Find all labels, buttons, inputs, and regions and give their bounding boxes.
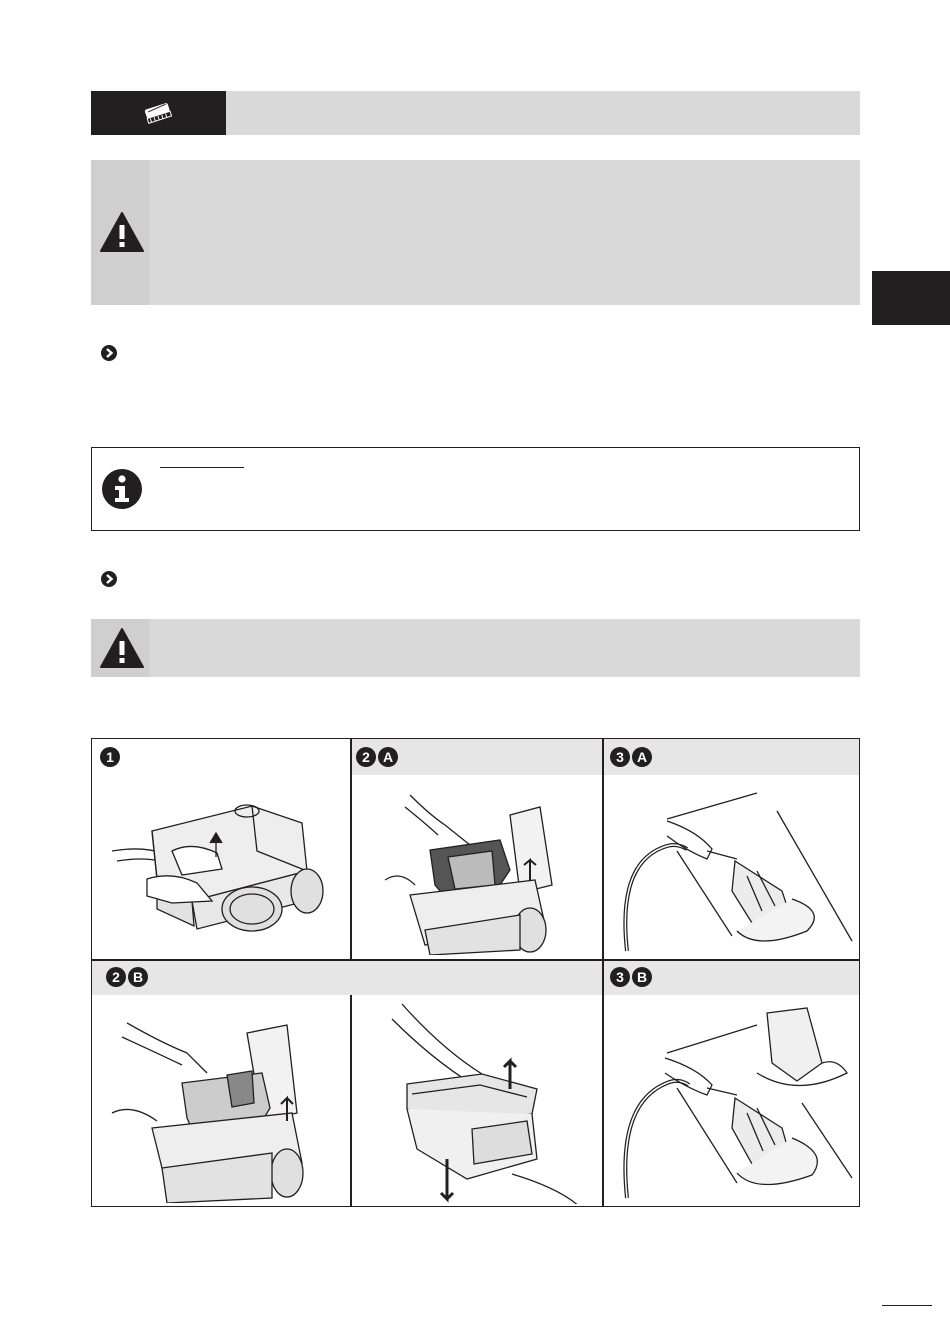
cell-header	[92, 739, 350, 775]
grid-divider	[92, 959, 859, 961]
illustration-cell-step-2b	[92, 959, 602, 1206]
info-box	[91, 447, 860, 531]
illustration-cell-step-3a	[602, 739, 859, 959]
cell-header	[602, 959, 859, 995]
grid-divider	[350, 995, 352, 1206]
warning-triangle-icon	[99, 627, 145, 669]
step-number-badge: 3	[610, 967, 630, 987]
step-number-badge: 3	[610, 747, 630, 767]
cell-header	[92, 959, 602, 995]
step-variant-badge: A	[378, 747, 398, 767]
cleaning-illustration-grid	[91, 738, 860, 1207]
chevron-right-circle-icon	[101, 345, 117, 361]
cell-header	[602, 739, 859, 775]
warning-box	[91, 619, 860, 677]
illustration-cell-step-2a	[350, 739, 602, 959]
grid-divider	[602, 739, 604, 1206]
section-header-icon-box	[91, 91, 226, 135]
filter-rinse-hose-illustration	[607, 781, 857, 956]
language-tab	[872, 271, 950, 325]
step-variant-badge: A	[632, 747, 652, 767]
info-title-underline	[160, 467, 244, 468]
step-number-badge: 2	[106, 967, 126, 987]
brush-icon	[91, 91, 226, 135]
filter-basket-separation-illustration	[362, 999, 592, 1204]
warning-box	[91, 160, 860, 305]
step-variant-badge: B	[128, 967, 148, 987]
filter-basket-rinse-hose-illustration	[607, 1003, 857, 1203]
info-circle-icon	[101, 468, 143, 510]
robot-filter-removal-illustration	[370, 785, 590, 955]
grid-divider	[350, 739, 352, 959]
step-number-badge: 1	[100, 747, 120, 767]
illustration-cell-step-3b	[602, 959, 859, 1206]
chevron-right-circle-icon	[101, 571, 117, 587]
cell-header	[350, 739, 602, 775]
robot-open-lid-illustration	[102, 791, 337, 941]
warning-triangle-icon	[99, 211, 145, 253]
step-variant-badge: B	[632, 967, 652, 987]
step-number-badge: 2	[356, 747, 376, 767]
robot-filter-basket-removal-illustration	[102, 1003, 337, 1203]
page-number-rule	[882, 1305, 932, 1306]
illustration-cell-step-1	[92, 739, 350, 959]
